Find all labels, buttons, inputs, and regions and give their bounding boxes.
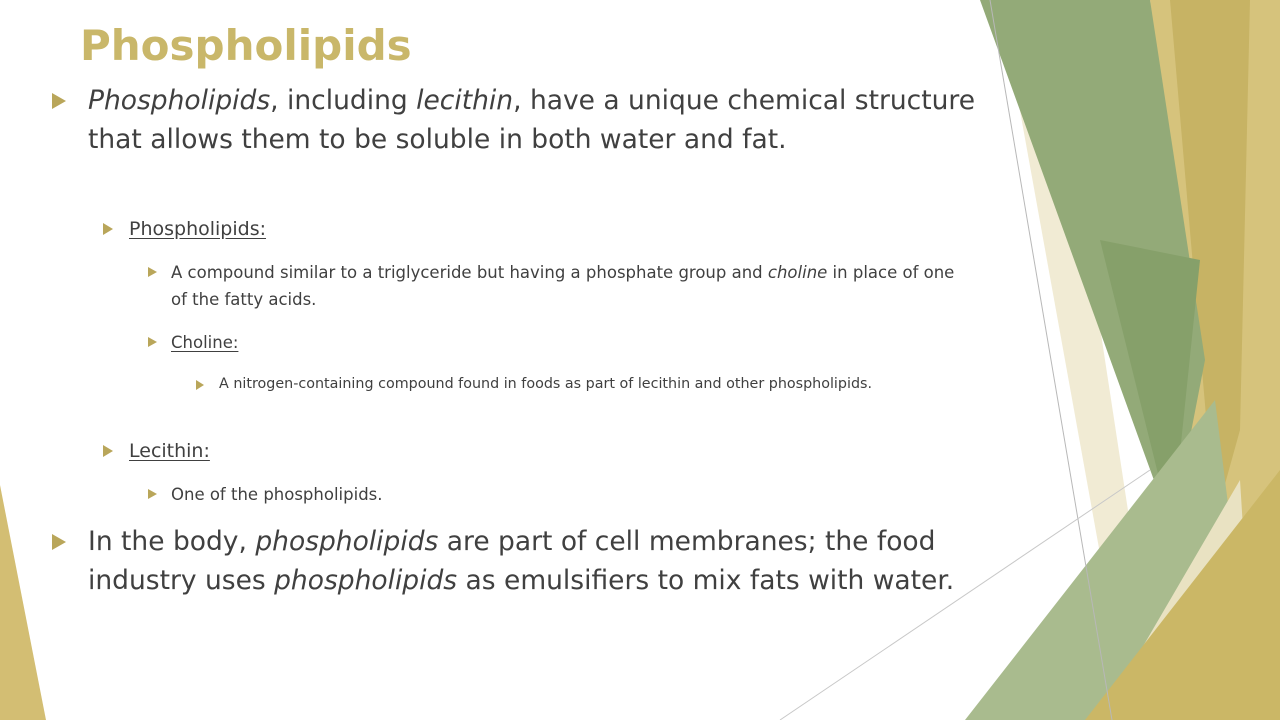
text-segment: , have a unique chemical structure that allows them to be soluble in both water and fat. bbox=[88, 85, 976, 155]
bullet-phospholipids-intro bbox=[52, 82, 978, 159]
text-segment: as emulsifiers to mix fats with water. bbox=[457, 564, 955, 596]
text-segment: In the body, bbox=[88, 526, 256, 557]
bullet-arrow-icon bbox=[103, 445, 113, 457]
text-segment: One of the phospholipids. bbox=[171, 485, 383, 504]
bullet-choline-definition bbox=[196, 372, 979, 398]
bullet-arrow-icon bbox=[52, 93, 66, 109]
bullet-arrow-icon bbox=[148, 489, 157, 499]
text-segment: A compound similar to a triglyceride but having a phosphate group and bbox=[171, 263, 768, 282]
text-segment: A nitrogen-containing compound found in foods as part of lecithin and other phospholipids. bbox=[219, 376, 873, 392]
bullet-phospholipids-heading bbox=[103, 216, 969, 242]
term-phospholipids: phospholipids bbox=[274, 564, 458, 596]
term-phospholipids: Phospholipids bbox=[88, 85, 271, 116]
text-segment: in place of one of the fatty acids. bbox=[171, 263, 955, 309]
bullet-phospholipids-body-uses bbox=[52, 523, 978, 600]
bullet-choline-heading bbox=[148, 329, 971, 356]
lecithin-label: Lecithin: bbox=[129, 440, 210, 462]
bullet-arrow-icon bbox=[103, 223, 113, 235]
bullet-arrow-icon bbox=[148, 337, 157, 347]
text-segment: , including bbox=[270, 85, 417, 116]
bullet-arrow-icon bbox=[148, 267, 157, 277]
bullet-phospholipids-definition bbox=[148, 259, 971, 313]
decor-left-gold-triangle bbox=[0, 485, 46, 720]
term-choline: choline bbox=[767, 263, 828, 282]
bullet-lecithin-definition bbox=[148, 481, 971, 508]
phospholipids-label: Phospholipids: bbox=[129, 218, 267, 240]
term-phospholipids: phospholipids bbox=[255, 526, 439, 557]
term-lecithin: lecithin bbox=[416, 85, 514, 116]
bullet-arrow-icon bbox=[196, 380, 204, 390]
bullet-arrow-icon bbox=[52, 534, 66, 550]
slide-title: Phospholipids bbox=[80, 21, 412, 70]
text-segment: are part of cell membranes; the food industry uses bbox=[88, 526, 936, 596]
choline-label: Choline: bbox=[171, 333, 239, 352]
bullet-lecithin-heading bbox=[103, 438, 969, 464]
